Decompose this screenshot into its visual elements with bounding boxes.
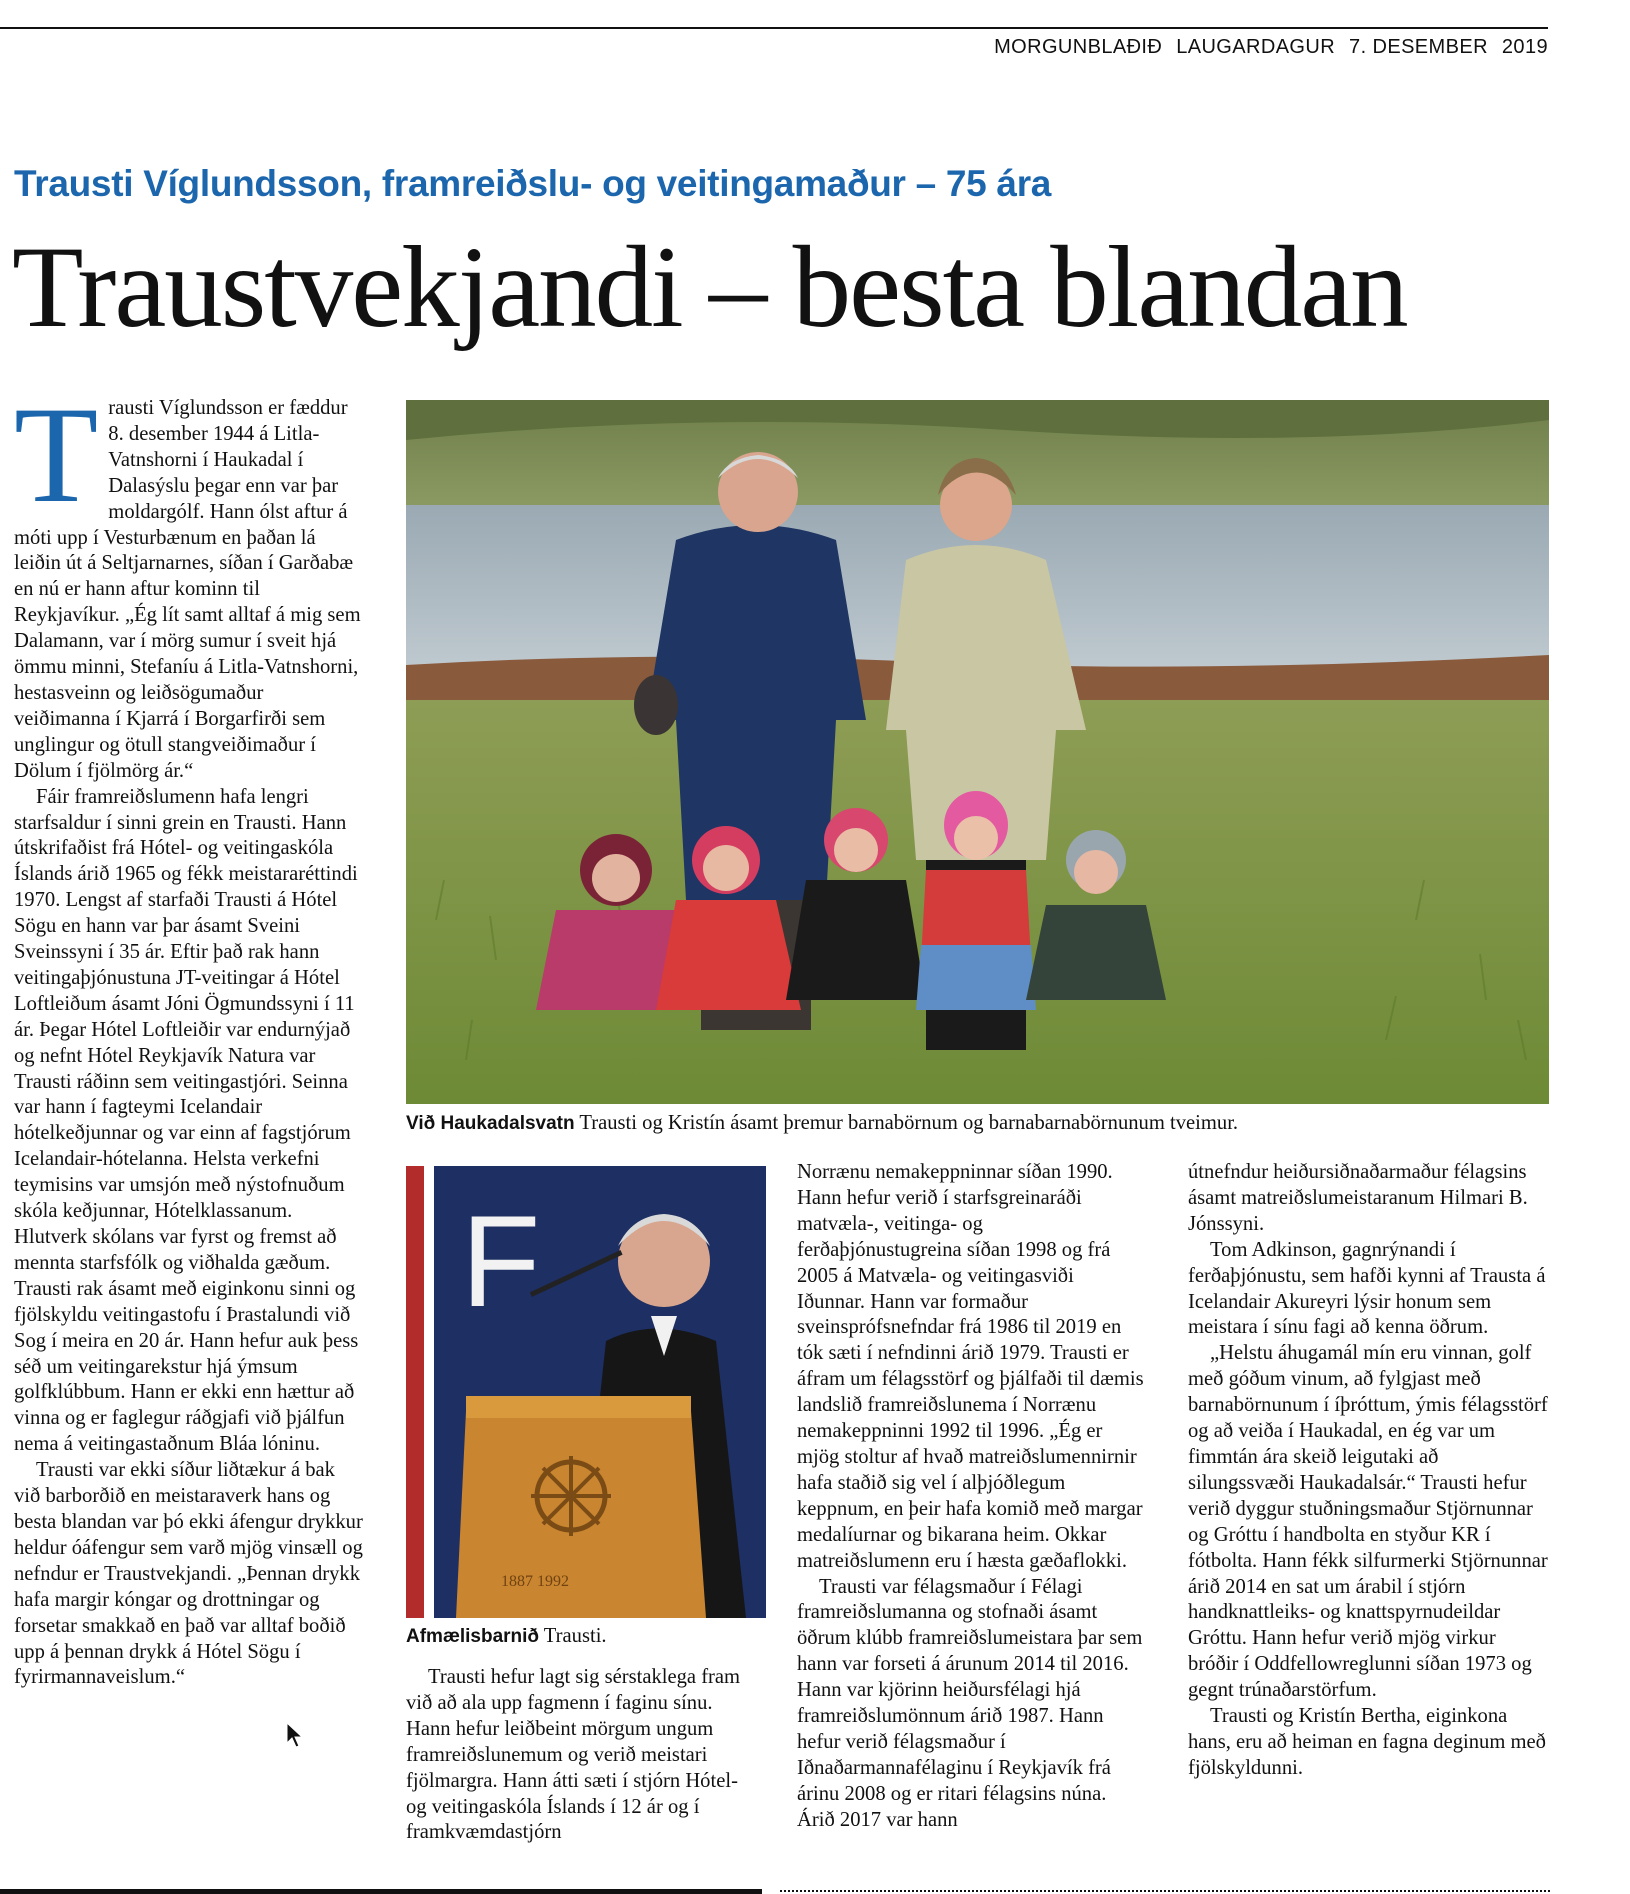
masthead-weekday: LAUGARDAGUR xyxy=(1176,36,1336,58)
paragraph xyxy=(14,378,364,785)
article-headline: Traustvekjandi – besta blandan xyxy=(12,223,1407,352)
caption-lead: Við Haukadalsvatn xyxy=(406,1113,575,1134)
banner-letter: F xyxy=(461,1188,541,1334)
paragraph: Fáir framreiðslumenn hafa lengri starfsaldur í sinni grein en Trausti. Hann útskrifaðist frá Hótel- og veitingaskóla Íslands árið 1965 og fékk meistararéttindi 1970. Lengst af starfaði Trausti á Hótel Sögu en hann var þar ásamt Sveini Sveinssyni í 35 ár. Eftir það rak hann veitingaþjónustuna JT-veitingar á Hótel Loftleiðum ásamt Jóni Ögmundssyni í 11 ár. Þegar Hótel Loftleiðir var endurnýjað og nefnt Hótel Reykjavík Natura var Trausti ráðinn sem veitingastjóri. Seinna var hann í fagteymi Icelandair hótelkeðjunnar og var einn af fagstjórum Icelandair-hótelanna. Helsta verkefni teymisins var umsjón með nýstofnuðum skóla keðjunnar, Hótelklassanum. Hlutverk skólans var fyrst og fremst að mennta starfsfólk og viðhalda gæðum. Trausti rak ásamt með eiginkonu sinni og fjölskyldu veitingastofu í Þrastalundi við Sog í meira en 20 ár. Hann hefur auk þess séð um veitingarekstur hjá ýmsum golfklúbbum. Hann er ekki enn hættur að vinna og er faglegur ráðgjafi við þjálfun nema á veitingastaðnum Bláa lóninu. xyxy=(14,785,359,1456)
paragraph: Tom Adkinson, gagnrýnandi í ferðaþjónustu, sem hafði kynni af Trausta á Icelandair Akureyri lýsir honum sem meistara í sínu fagi að kenna öðrum. xyxy=(1188,1238,1546,1339)
podium-years: 1887 1992 xyxy=(501,1573,569,1590)
portrait-photo-illustration xyxy=(406,1166,766,1618)
paragraph: Trausti var félagsmaður í Félagi framreiðslumanna og stofnaði ásamt öðrum klúbb framreiðslumeistara þar sem hann var forseti á árunum 2014 til 2016. Hann var kjörinn heiðursfélagi hjá framreiðslumönnum árið 1987. Hann hefur verið félagsmaður í Iðnaðarmannafélaginu í Reykjavík frá árinu 2008 og er ritari félagsins núna. Árið 2017 var hann xyxy=(797,1575,1143,1831)
paragraph: „Helstu áhugamál mín eru vinnan, golf með góðum vinum, að fylgjast með barnabörnunum í íþróttum, ýmis félagsstörf og að veiða í Haukadal, en ég var um fimmtán ára skeið leigutaki að silungssvæði Haukadalsár.“ Trausti hefur verið dyggur stuðningsmaður Stjörnunnar og Gróttu í handbolta en styður KR í fótbolta. Hann fékk silfurmerki Stjörnunnar árið 2014 en sat um árabil í stjórn handknattleiks- og knattspyrnudeildar Gróttu. Hann hefur verið mjög virkur bróðir í Oddfellowreglunni síðan 1973 og gegnt trúnaðarstörfum. xyxy=(1188,1342,1548,1702)
article-column-1 xyxy=(14,378,364,1691)
article-kicker: Trausti Víglundsson, framreiðslu- og veitingamaður – 75 ára xyxy=(14,163,1052,204)
masthead-date: 7. DESEMBER xyxy=(1349,36,1488,58)
article-column-4 xyxy=(1188,1160,1548,1782)
family-photo-illustration xyxy=(406,400,1549,1104)
bottom-rule xyxy=(0,1889,762,1894)
paragraph: Norrænu nemakeppninnar síðan 1990. Hann hefur verið í starfsgreinaráði matvæla-, veitinga- og ferðaþjónustugreina síðan 1998 og frá 2005 á Matvæla- og veitingasviði Iðunnar. Hann var formaður sveinsprófsnefndar frá 1986 til 2019 en tók sæti í nefndinni árið 1979. Trausti er áfram um félagsstörf og þjálfaði til dæmis landslið framreiðslunema í Norrænu nemakeppninni 1992 til 1996. „Ég er mjög stoltur af hvað matreiðslumennirnir hafa staðið sig vel í alþjóðlegum keppnum, en þeir hafa komið með margar medalíurnar og bikarana heim. Okkar matreiðslumenn eru í hæsta gæðaflokki. xyxy=(797,1161,1144,1572)
mouse-cursor-icon xyxy=(286,1722,304,1748)
bottom-dotted-rule xyxy=(780,1890,1550,1892)
caption-text: Trausti. xyxy=(539,1625,607,1647)
masthead-paper: MORGUNBLAÐIÐ xyxy=(994,36,1163,58)
top-rule xyxy=(0,27,1548,29)
article-column-3 xyxy=(797,1160,1145,1834)
family-photo xyxy=(406,400,1549,1104)
family-photo-caption xyxy=(406,1112,1238,1135)
paragraph: Trausti hefur lagt sig sérstaklega fram við að ala upp fagmenn í faginu sínu. Hann hefur leiðbeint mörgum ungum framreiðslunemum og verið meistari fjölmargra. Hann átti sæti í stjórn Hótel- og veitingaskóla Íslands í 12 ár og í framkvæmdastjórn xyxy=(406,1666,741,1844)
caption-text: Trausti og Kristín ásamt þremur barnabörnum og barnabarnabörnunum tveimur. xyxy=(574,1112,1239,1134)
masthead xyxy=(986,36,1548,59)
portrait-photo xyxy=(406,1166,766,1618)
drop-cap: T xyxy=(14,378,99,531)
paragraph: Trausti var ekki síður liðtækur á bak við barborðið en meistaraverk hans og besta blandan var þó ekki áfengur drykkur heldur óáfengur sem varð mjög vinsæll og nefndur er Traustvekjandi. „Þennan drykk hafa margir kóngar og drottningar og forsetar smakkað en það var alltaf boðið upp á þennan drykk á Hótel Sögu í fyrirmannaveislum.“ xyxy=(14,1459,363,1689)
caption-lead: Afmælisbarnið xyxy=(406,1626,540,1647)
masthead-year: 2019 xyxy=(1501,36,1548,58)
article-column-2 xyxy=(406,1665,754,1846)
paragraph-text: rausti Víglundsson er fæddur 8. desember 1944 á Litla-Vatnshorni í Haukadal í Dalasýslu þegar enn var þar moldargólf. Hann ólst aftur á móti upp í Vesturbænum en þaðan lá leiðin út á Seltjarnarnes, síðan í Garðabæ en nú er hann aftur kominn til Reykjavíkur. „Ég lít samt alltaf á mig sem Dalamann, var í mörg sumur í sveit hjá ömmu minni, Stefaníu á Litla-Vatnshorni, hestasveinn og leiðsögumaður veiðimanna í Kjarrá í Borgarfirði sem unglingur og ötull stangveiðimaður í Dölum í fjölmörg ár.“ xyxy=(14,397,361,782)
paragraph: útnefndur heiðursiðnaðarmaður félagsins ásamt matreiðslumeistaranum Hilmari B. Jónssyni. xyxy=(1188,1161,1528,1235)
paragraph: Trausti og Kristín Bertha, eiginkona hans, eru að heiman en fagna deginum með fjölskyldunni. xyxy=(1188,1705,1546,1779)
portrait-photo-caption xyxy=(406,1625,607,1648)
